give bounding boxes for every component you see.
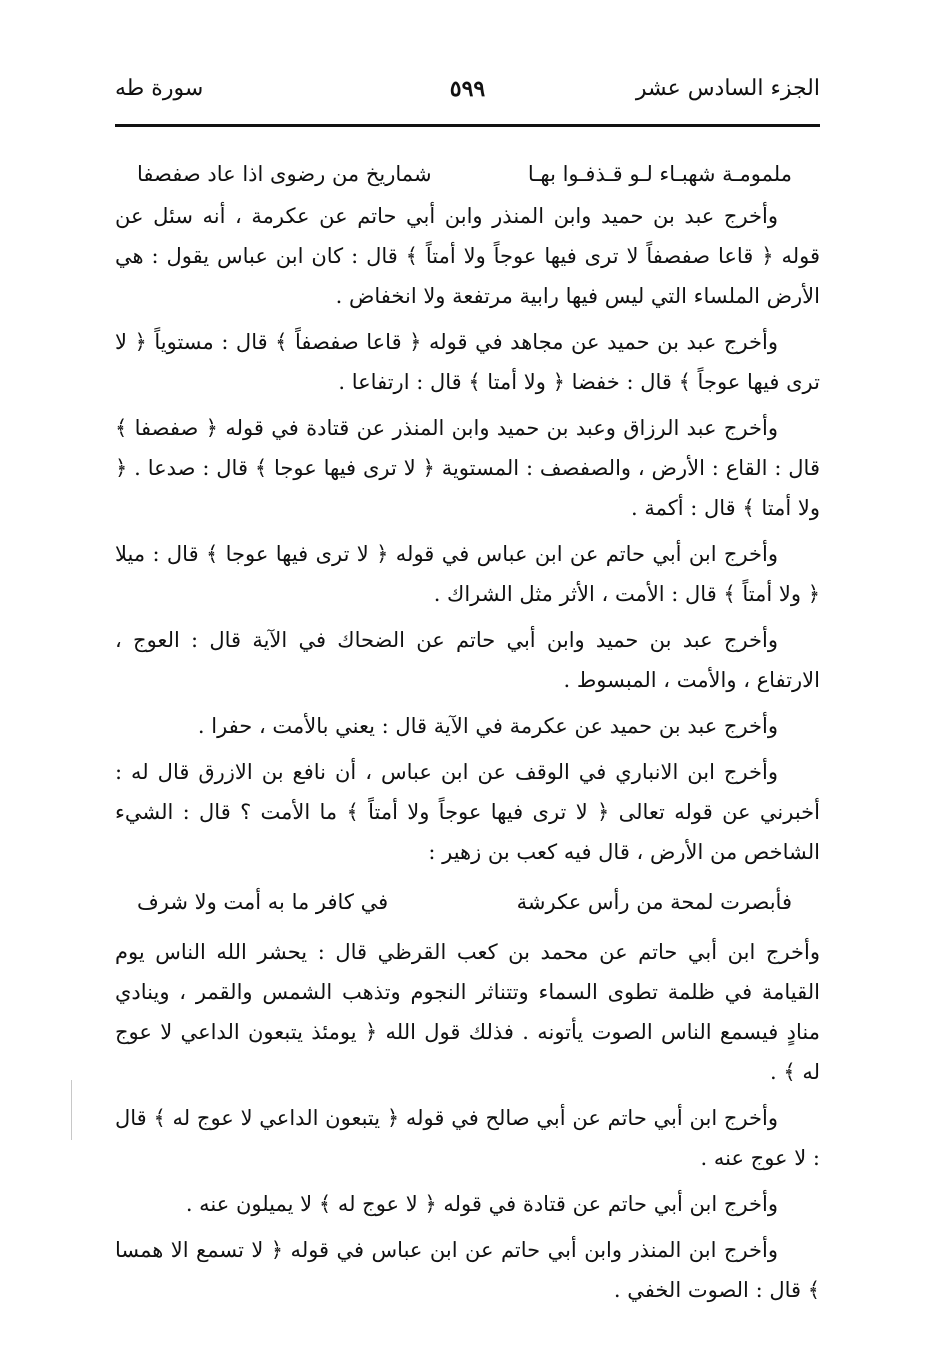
paragraph-2: وأخرج عبد بن حميد عن مجاهد في قوله ﴿ قاعا صفصفاً ﴾ قال : مستوياً ﴿ لا ترى فيها عوجاً ﴾ قال : خفضا ﴿ ولا أمتا ﴾ قال : ارتفاعا . — [115, 330, 820, 394]
paragraph-10: وأخرج ابن أبي حاتم عن قتادة في قوله ﴿ لا عوج له ﴾ لا يميلون عنه . — [185, 1192, 778, 1216]
paragraph-6: وأخرج عبد بن حميد عن عكرمة في الآية قال : يعني بالأمت ، حفرا . — [197, 714, 778, 738]
verse-2-second-hemistich: في كافر ما به أمت ولا شرف — [137, 890, 389, 914]
verse-1-first-hemistich: ملمومـة شهبـاء لـو قـذفـوا بهـا — [527, 162, 792, 186]
paragraph-11: وأخرج ابن المنذر وابن أبي حاتم عن ابن عباس في قوله ﴿ لا تسمع الا همسا ﴾ قال : الصوت الخفي . — [115, 1238, 820, 1302]
verse-2-first-hemistich: فأبصرت لمحة من رأس عكرشة — [516, 890, 792, 914]
scan-artifact-line — [71, 1080, 72, 1140]
paragraph-1: وأخرج عبد بن حميد وابن المنذر وابن أبي حاتم عن عكرمة ، أنه سئل عن قوله ﴿ قاعا صفصفاً لا ترى فيها عوجاً ولا أمتاً ﴾ قال : كان ابن عباس يقول : هي الأرض الملساء التي ليس فيها رابية مرتفعة ولا انخفاض . — [115, 204, 820, 308]
verse-1-second-hemistich: شماريخ من رضوى اذا عاد صفصفا — [137, 162, 432, 186]
paragraph-5: وأخرج عبد بن حميد وابن أبي حاتم عن الضحاك في الآية قال : العوج ، الارتفاع ، والأمت ، المبسوط . — [115, 628, 820, 692]
page-body — [115, 152, 820, 1310]
paragraph-8: وأخرج ابن أبي حاتم عن محمد بن كعب القرظي قال : يحشر الله الناس يوم القيامة في ظلمة تطوى السماء وتتناثر النجوم وتذهب الشمس والقمر ، وينادي منادٍ فيسمع الناس الصوت يأتونه . فذلك قول الله ﴿ يومئذ يتبعون الداعي لا عوج له ﴾ . — [115, 940, 820, 1084]
poetry-verse-2 — [115, 880, 820, 924]
paragraph-3: وأخرج عبد الرزاق وعبد بن حميد وابن المنذر عن قتادة في قوله ﴿ صفصفا ﴾ قال : القاع : الأرض ، والصفصف : المستوية ﴿ لا ترى فيها عوجا ﴾ قال : صدعا . ﴿ ولا أمتا ﴾ قال : أكمة . — [115, 416, 820, 520]
paragraph-7: وأخرج ابن الانباري في الوقف عن ابن عباس ، أن نافع بن الازرق قال له : أخبرني عن قوله تعالى ﴿ لا ترى فيها عوجاً ولا أمتاً ﴾ ما الأمت ؟ قال : الشيء الشاخص من الأرض ، قال فيه كعب بن زهير : — [115, 760, 820, 864]
header-rule — [115, 124, 820, 127]
volume-title: الجزء السادس عشر — [635, 76, 820, 101]
paragraph-9: وأخرج ابن أبي حاتم عن أبي صالح في قوله ﴿ يتبعون الداعي لا عوج له ﴾ قال : لا عوج عنه . — [115, 1106, 820, 1170]
poetry-verse-1 — [115, 152, 820, 196]
surah-title: سورة طه — [115, 76, 204, 101]
page-header — [115, 72, 820, 112]
paragraph-4: وأخرج ابن أبي حاتم عن ابن عباس في قوله ﴿ لا ترى فيها عوجا ﴾ قال : ميلا ﴿ ولا أمتاً ﴾ قال : الأمت ، الأثر مثل الشراك . — [115, 542, 820, 606]
page-number: ٥٩٩ — [449, 76, 486, 102]
